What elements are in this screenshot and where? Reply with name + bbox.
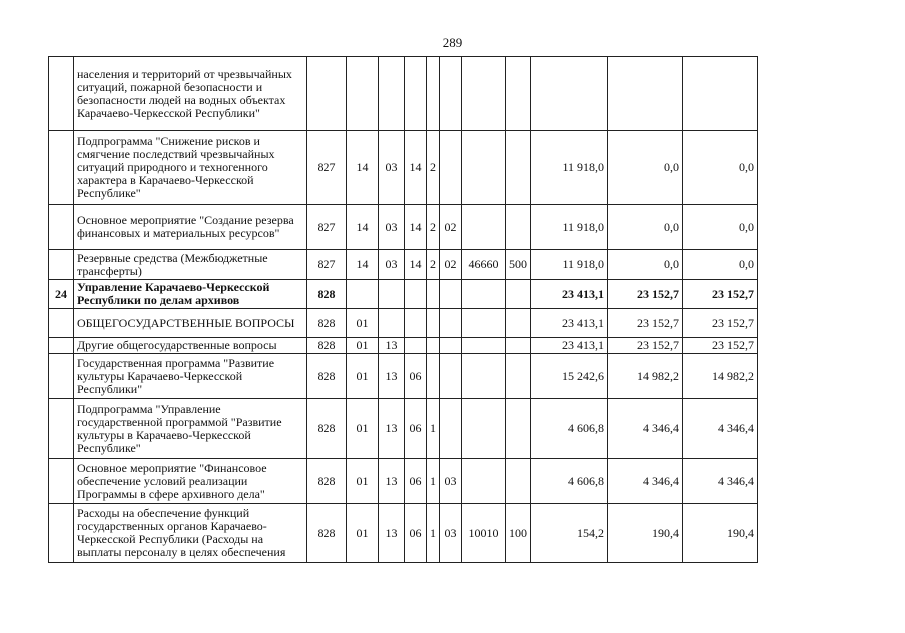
activity-code: 03 (440, 459, 462, 504)
amount-year-1: 154,2 (531, 504, 608, 563)
subsection-code (379, 280, 405, 309)
direction-code (462, 205, 506, 250)
row-number (49, 459, 74, 504)
expense-name: Расходы на обеспечение функций государственных органов Карачаево-Черкесской Республики (Расходы на выплаты персоналу в целях обеспечения (74, 504, 307, 563)
amount-year-3: 0,0 (683, 250, 758, 280)
amount-year-1: 15 242,6 (531, 354, 608, 399)
amount-year-3: 23 152,7 (683, 309, 758, 338)
section-code: 01 (347, 309, 379, 338)
amount-year-2: 4 346,4 (608, 459, 683, 504)
subsection-code: 13 (379, 459, 405, 504)
row-number: 24 (49, 280, 74, 309)
expense-name: Другие общегосударственные вопросы (74, 338, 307, 354)
expense-type-code (506, 280, 531, 309)
subsection-code: 13 (379, 399, 405, 459)
expense-name: Управление Карачаево-Черкесской Республики по делам архивов (74, 280, 307, 309)
section-code: 01 (347, 504, 379, 563)
activity-code (440, 399, 462, 459)
subsection-code (379, 57, 405, 131)
amount-year-2: 0,0 (608, 205, 683, 250)
row-number (49, 399, 74, 459)
amount-year-2: 23 152,7 (608, 309, 683, 338)
program-code: 06 (405, 504, 427, 563)
subprogram-code (427, 280, 440, 309)
subprogram-code: 2 (427, 131, 440, 205)
expense-type-code (506, 459, 531, 504)
expense-type-code (506, 338, 531, 354)
row-number (49, 354, 74, 399)
section-code: 01 (347, 338, 379, 354)
subprogram-code: 1 (427, 399, 440, 459)
amount-year-3: 4 346,4 (683, 459, 758, 504)
expense-type-code (506, 57, 531, 131)
table-row (49, 205, 758, 250)
amount-year-2: 23 152,7 (608, 338, 683, 354)
expense-name: Подпрограмма "Управление государственной программой "Развитие культуры в Карачаево-Черкесской Республике" (74, 399, 307, 459)
amount-year-3 (683, 57, 758, 131)
table-row (49, 280, 758, 309)
subsection-code: 03 (379, 131, 405, 205)
activity-code (440, 57, 462, 131)
subprogram-code (427, 57, 440, 131)
section-code: 14 (347, 131, 379, 205)
page-number: 289 (442, 35, 463, 50)
direction-code (462, 354, 506, 399)
amount-year-3: 23 152,7 (683, 338, 758, 354)
row-number (49, 309, 74, 338)
ministry-code: 828 (307, 504, 347, 563)
direction-code (462, 131, 506, 205)
subsection-code: 13 (379, 504, 405, 563)
row-number (49, 57, 74, 131)
program-code (405, 280, 427, 309)
activity-code: 02 (440, 205, 462, 250)
amount-year-2 (608, 57, 683, 131)
ministry-code: 828 (307, 399, 347, 459)
table-row (49, 250, 758, 280)
table-row (49, 338, 758, 354)
direction-code: 46660 (462, 250, 506, 280)
amount-year-1: 4 606,8 (531, 399, 608, 459)
section-code: 14 (347, 250, 379, 280)
row-number (49, 250, 74, 280)
section-code: 01 (347, 354, 379, 399)
table-row (49, 504, 758, 563)
direction-code (462, 338, 506, 354)
subsection-code: 13 (379, 354, 405, 399)
amount-year-3: 0,0 (683, 205, 758, 250)
subprogram-code (427, 338, 440, 354)
activity-code (440, 309, 462, 338)
expense-type-code (506, 205, 531, 250)
amount-year-1: 23 413,1 (531, 309, 608, 338)
row-number (49, 504, 74, 563)
ministry-code (307, 57, 347, 131)
amount-year-2: 0,0 (608, 131, 683, 205)
amount-year-3: 23 152,7 (683, 280, 758, 309)
expense-name: Государственная программа "Развитие культуры Карачаево-Черкесской Республики" (74, 354, 307, 399)
direction-code (462, 57, 506, 131)
table-row (49, 354, 758, 399)
expense-name: Основное мероприятие "Финансовое обеспечение условий реализации Программы в сфере архивного дела" (74, 459, 307, 504)
subprogram-code: 1 (427, 504, 440, 563)
table-row (49, 399, 758, 459)
subprogram-code (427, 309, 440, 338)
subprogram-code: 1 (427, 459, 440, 504)
section-code (347, 57, 379, 131)
amount-year-1: 23 413,1 (531, 338, 608, 354)
expense-name: населения и территорий от чрезвычайных ситуаций, пожарной безопасности и безопасности людей на водных объектах Карачаево-Черкесской Республики" (74, 57, 307, 131)
amount-year-1: 4 606,8 (531, 459, 608, 504)
program-code (405, 57, 427, 131)
ministry-code: 828 (307, 354, 347, 399)
subsection-code: 13 (379, 338, 405, 354)
expense-type-code (506, 309, 531, 338)
expense-name: Резервные средства (Межбюджетные трансферты) (74, 250, 307, 280)
amount-year-1: 23 413,1 (531, 280, 608, 309)
program-code: 06 (405, 354, 427, 399)
expense-name: Подпрограмма "Снижение рисков и смягчение последствий чрезвычайных ситуаций природного и техногенного характера в Карачаево-Черкесской Республике" (74, 131, 307, 205)
direction-code (462, 309, 506, 338)
amount-year-2: 190,4 (608, 504, 683, 563)
subsection-code: 03 (379, 205, 405, 250)
ministry-code: 828 (307, 338, 347, 354)
direction-code: 10010 (462, 504, 506, 563)
subprogram-code: 2 (427, 250, 440, 280)
subprogram-code: 2 (427, 205, 440, 250)
section-code: 01 (347, 399, 379, 459)
activity-code: 02 (440, 250, 462, 280)
table-row (49, 309, 758, 338)
row-number (49, 338, 74, 354)
amount-year-3: 14 982,2 (683, 354, 758, 399)
section-code: 14 (347, 205, 379, 250)
expense-type-code (506, 354, 531, 399)
section-code: 01 (347, 459, 379, 504)
table-row (49, 57, 758, 131)
direction-code (462, 459, 506, 504)
ministry-code: 828 (307, 280, 347, 309)
ministry-code: 827 (307, 250, 347, 280)
ministry-code: 827 (307, 131, 347, 205)
expense-type-code (506, 399, 531, 459)
program-code: 14 (405, 131, 427, 205)
program-code: 14 (405, 205, 427, 250)
ministry-code: 828 (307, 309, 347, 338)
activity-code (440, 338, 462, 354)
subsection-code: 03 (379, 250, 405, 280)
activity-code (440, 354, 462, 399)
amount-year-1: 11 918,0 (531, 250, 608, 280)
activity-code (440, 131, 462, 205)
expense-type-code: 100 (506, 504, 531, 563)
budget-table (48, 56, 758, 563)
amount-year-3: 4 346,4 (683, 399, 758, 459)
program-code (405, 338, 427, 354)
direction-code (462, 399, 506, 459)
table-row (49, 131, 758, 205)
ministry-code: 827 (307, 205, 347, 250)
section-code (347, 280, 379, 309)
expense-type-code (506, 131, 531, 205)
expense-type-code: 500 (506, 250, 531, 280)
ministry-code: 828 (307, 459, 347, 504)
amount-year-3: 190,4 (683, 504, 758, 563)
amount-year-1: 11 918,0 (531, 205, 608, 250)
row-number (49, 205, 74, 250)
amount-year-2: 4 346,4 (608, 399, 683, 459)
subprogram-code (427, 354, 440, 399)
program-code: 14 (405, 250, 427, 280)
expense-name: ОБЩЕГОСУДАРСТВЕННЫЕ ВОПРОСЫ (74, 309, 307, 338)
amount-year-2: 0,0 (608, 250, 683, 280)
program-code: 06 (405, 399, 427, 459)
table-row (49, 459, 758, 504)
row-number (49, 131, 74, 205)
activity-code (440, 280, 462, 309)
program-code: 06 (405, 459, 427, 504)
program-code (405, 309, 427, 338)
subsection-code (379, 309, 405, 338)
activity-code: 03 (440, 504, 462, 563)
direction-code (462, 280, 506, 309)
amount-year-1: 11 918,0 (531, 131, 608, 205)
expense-name: Основное мероприятие "Создание резерва финансовых и материальных ресурсов" (74, 205, 307, 250)
amount-year-1 (531, 57, 608, 131)
amount-year-2: 23 152,7 (608, 280, 683, 309)
amount-year-3: 0,0 (683, 131, 758, 205)
amount-year-2: 14 982,2 (608, 354, 683, 399)
